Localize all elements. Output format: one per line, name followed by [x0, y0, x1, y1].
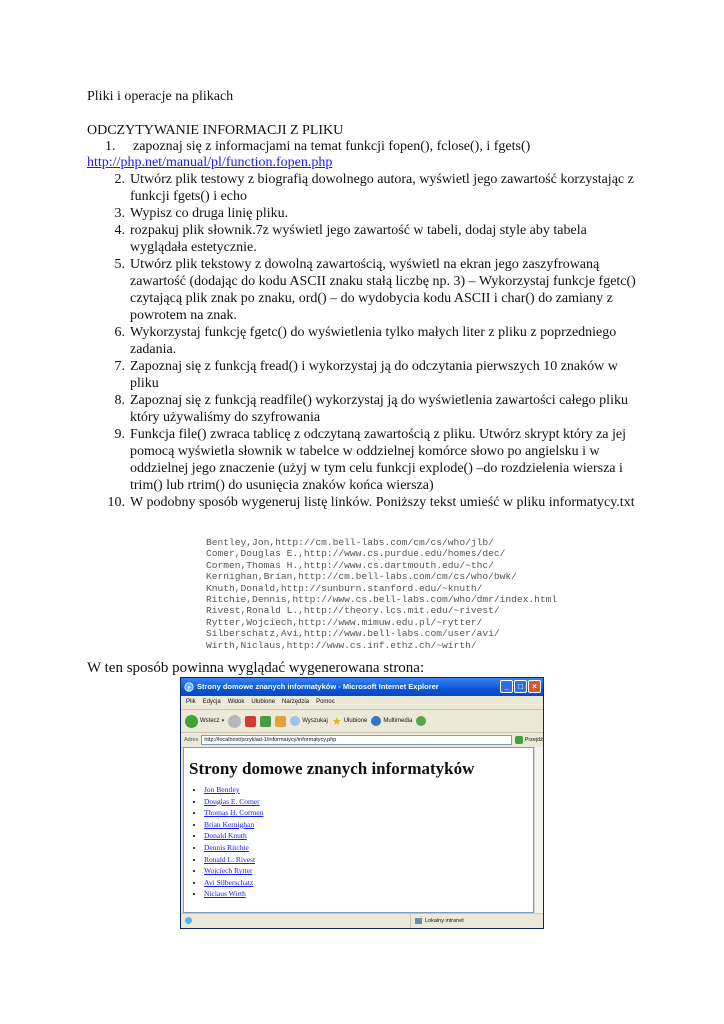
svg-text:e: e — [187, 683, 191, 692]
figure-caption: W ten sposób powinna wyglądać wygenerowana strona: — [87, 660, 425, 676]
window-titlebar[interactable] — [181, 678, 543, 696]
links-list — [192, 784, 263, 900]
go-button[interactable]: Przejdź — [515, 736, 543, 744]
ie-logo-icon — [184, 682, 194, 692]
code-line: Rytter,Wojciech,http://www.mimuw.edu.pl/~rytter/ — [206, 616, 483, 628]
address-label: Adres — [184, 737, 199, 743]
list-item — [204, 854, 263, 866]
person-link[interactable]: Thomas H. Cormen — [204, 808, 264, 818]
menu-plik[interactable]: Plik — [186, 699, 196, 705]
task-list — [87, 171, 647, 511]
person-link[interactable]: Ronald L. Rivest — [204, 854, 256, 864]
security-zone: Lokalny intranet — [410, 914, 543, 928]
list-item — [204, 830, 263, 842]
person-link[interactable]: Douglas E. Comer — [204, 796, 260, 806]
list-item — [204, 865, 263, 877]
minimize-button[interactable]: _ — [500, 680, 513, 693]
list-item: 2. Utwórz plik testowy z biografią dowolnego autora, wyświetl jego zawartość korzystając z funkcji fgets() i echo — [114, 172, 634, 204]
menu-ulubione[interactable]: Ulubione — [251, 699, 276, 705]
address-bar — [181, 733, 543, 748]
menu-edycja[interactable]: Edycja — [202, 699, 221, 705]
list-item: 4. rozpakuj plik słownik.7z wyświetl jego zawartość w tabeli, dodaj style aby tabela wyglądała estetycznie. — [114, 223, 587, 255]
list-item — [204, 842, 263, 854]
code-line: Silberschatz,Avi,http://www.bell-labs.com/user/avi/ — [206, 628, 500, 640]
menu-widok[interactable]: Widok — [227, 699, 245, 705]
code-line: Cormen,Thomas H.,http://www.cs.dartmouth.edu/~thc/ — [206, 559, 494, 571]
code-line: Wirth,Niclaus,http://www.cs.inf.ethz.ch/~wirth/ — [206, 639, 477, 651]
section-heading: ODCZYTYWANIE INFORMACJI Z PLIKU — [87, 123, 344, 138]
person-link[interactable]: Donald Knuth — [204, 831, 247, 841]
list-item — [204, 877, 263, 889]
code-line: Bentley,Jon,http://cm.bell-labs.com/cm/cs/who/jlb/ — [206, 537, 494, 548]
list-item: 7. Zapoznaj się z funkcją fread() i wykorzystaj ją do odczytania pierwszych 10 znaków w pliku — [114, 359, 618, 391]
list-item: 6. Wykorzystaj funkcję fgetc() do wyświetlenia tylko małych liter z pliku z poprzedniego zadania. — [114, 325, 617, 357]
list-item — [204, 807, 263, 819]
person-link[interactable]: Avi Silberschatz — [204, 877, 254, 887]
list-item: 9. Funkcja file() zwraca tablicę z odczytaną zawartością z pliku. Utwórz skrypt który za jej pomocą wyświetla słownik w tabelce w oddzielnej komórce słowo po angielsku i w oddzielnej jego znaczenie (użyj w tym celu funkcji explode() –do rozdzielenia wiersza i trim() lub rtrim() do usunięcia znaków końca wiersza) — [114, 427, 627, 493]
person-link[interactable]: Niclaus Wirth — [204, 889, 246, 899]
intranet-icon — [415, 918, 422, 924]
list-item: 8. Zapoznaj się z funkcją readfile() wykorzystaj ją do wyświetlenia zawartości całego pliku który używaliśmy do szyfrowania — [114, 393, 628, 425]
refresh-icon[interactable] — [260, 716, 271, 727]
list-item: 5. Utwórz plik tekstowy z dowolną zawartością, wyświetl na ekran jego zaszyfrowaną zawartość (dodając do kodu ASCII znaku stałą liczbę np. 3) – Wykorzystaj funkcje fgetc() czytającą plik znak po znaku, ord() – do wydobycia kodu ASCII i char() do zamiany z powrotem na znak. — [114, 257, 636, 323]
history-icon[interactable] — [416, 716, 426, 726]
doc-title: Pliki i operacje na plikach — [87, 89, 234, 104]
page-icon — [185, 917, 192, 924]
menu-bar — [181, 696, 543, 710]
list-item — [204, 784, 263, 796]
home-icon[interactable] — [275, 716, 286, 727]
page-heading: Strony domowe znanych informatyków — [189, 759, 475, 778]
list-item: 10. W podobny sposób wygeneruj listę linków. Poniższy tekst umieść w pliku informatycy.txt — [107, 495, 635, 510]
list-item — [204, 819, 263, 831]
person-link[interactable]: Jon Bentley — [204, 785, 240, 794]
status-left — [181, 914, 410, 928]
menu-pomoc[interactable]: Pomoc — [316, 699, 335, 705]
person-link[interactable]: Brian Kernighan — [204, 819, 255, 829]
code-line: Knuth,Donald,http://sunburn.stanford.edu/~knuth/ — [206, 582, 483, 594]
star-icon: ★ — [331, 715, 342, 728]
task-1: 1. zapoznaj się z informacjami na temat funkcji fopen(), fclose(), i fgets() — [105, 139, 531, 154]
back-button[interactable]: Wstecz ▾ — [185, 715, 224, 728]
person-link[interactable]: Wojciech Rytter — [204, 866, 253, 876]
go-arrow-icon — [515, 736, 523, 744]
search-button[interactable]: Wyszukaj — [290, 716, 328, 726]
browser-viewport — [183, 747, 534, 913]
maximize-button[interactable]: □ — [514, 680, 527, 693]
vertical-scrollbar[interactable] — [534, 747, 543, 913]
code-line: Ritchie,Dennis,http://www.cs.bell-labs.com/who/dmr/index.html — [206, 594, 558, 606]
toolbar — [181, 710, 543, 733]
menu-narzedzia[interactable]: Narzędzia — [282, 699, 310, 705]
person-link[interactable]: Dennis Ritchie — [204, 842, 249, 852]
media-button[interactable]: Multimedia — [371, 716, 412, 726]
list-item — [204, 888, 263, 900]
php-manual-link[interactable]: http://php.net/manual/pl/function.fopen.php — [87, 155, 333, 170]
list-item: 3. Wypisz co druga linię pliku. — [114, 206, 289, 221]
forward-arrow-icon[interactable] — [228, 715, 241, 728]
search-icon — [290, 716, 300, 726]
status-bar — [181, 913, 543, 928]
favorites-button[interactable]: ★ Ulubione — [331, 715, 368, 728]
media-icon — [371, 716, 381, 726]
code-line: Comer,Douglas E.,http://www.cs.purdue.edu/homes/dec/ — [206, 548, 506, 560]
ie-window — [180, 677, 544, 929]
list-item — [204, 796, 263, 808]
back-arrow-icon — [185, 715, 198, 728]
close-button[interactable]: × — [528, 680, 541, 693]
code-block — [206, 537, 557, 651]
code-line: Rivest,Ronald L.,http://theory.lcs.mit.edu/~rivest/ — [206, 605, 500, 617]
address-input[interactable]: http://localhost/przyklad-1/informatycy/informatycy.php — [201, 735, 511, 745]
stop-icon[interactable] — [245, 716, 256, 727]
window-title: Strony domowe znanych informatyków - Microsoft Internet Explorer — [197, 682, 439, 691]
code-line: Kernighan,Brian,http://cm.bell-labs.com/cm/cs/who/bwk/ — [206, 571, 517, 583]
